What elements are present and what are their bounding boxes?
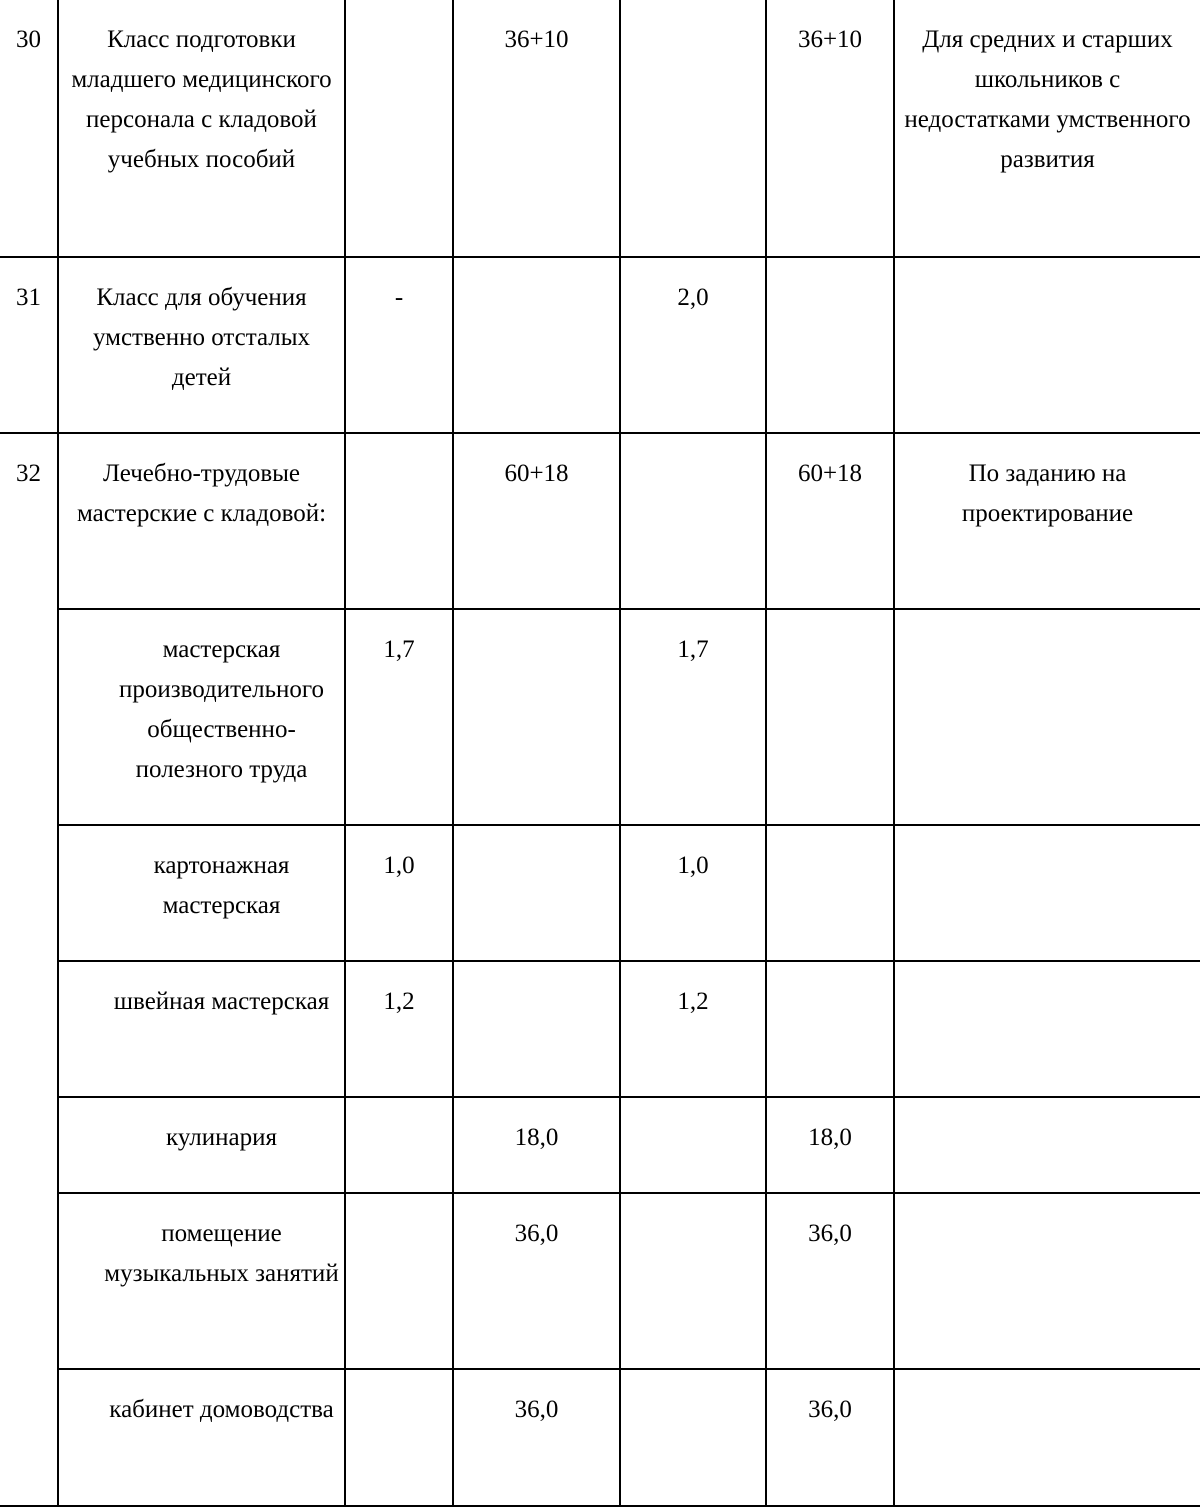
- value-col-2: [453, 961, 620, 1097]
- value-col-4: 36,0: [766, 1193, 894, 1369]
- value-col-3: 1,7: [620, 609, 766, 825]
- value-col-3: 1,2: [620, 961, 766, 1097]
- value-col-4: 36,0: [766, 1369, 894, 1506]
- value-col-3: [620, 433, 766, 609]
- note: [894, 1097, 1200, 1193]
- value-col-4: [766, 961, 894, 1097]
- room-name: помещение музыкальных занятий: [58, 1193, 345, 1369]
- table-row: [0, 609, 1200, 825]
- value-col-4: 60+18: [766, 433, 894, 609]
- table-row: [0, 257, 1200, 433]
- value-col-3: [620, 1369, 766, 1506]
- value-col-2: [453, 825, 620, 961]
- note: [894, 1369, 1200, 1506]
- value-col-2: [453, 609, 620, 825]
- value-col-1: 1,0: [345, 825, 453, 961]
- value-col-2: 18,0: [453, 1097, 620, 1193]
- value-col-2: 60+18: [453, 433, 620, 609]
- table-row: [0, 1369, 1200, 1506]
- value-col-2: [453, 257, 620, 433]
- room-name: кулинария: [58, 1097, 345, 1193]
- note: Для средних и старших школьников с недостатками умственного развития: [894, 0, 1200, 257]
- room-name: Класс подготовки младшего медицинского персонала с кладовой учебных пособий: [58, 0, 345, 257]
- note: По заданию на проектирование: [894, 433, 1200, 609]
- value-col-3: [620, 1193, 766, 1369]
- note: [894, 825, 1200, 961]
- room-name: картонажная мастерская: [58, 825, 345, 961]
- value-col-1: -: [345, 257, 453, 433]
- value-col-1: [345, 0, 453, 257]
- value-col-2: 36+10: [453, 0, 620, 257]
- room-name: Класс для обучения умственно отсталых детей: [58, 257, 345, 433]
- room-name: кабинет домоводства: [58, 1369, 345, 1506]
- room-name: Лечебно-трудовые мастерские с кладовой:: [58, 433, 345, 609]
- table-row: [0, 433, 1200, 609]
- row-number: 32: [0, 433, 58, 1506]
- value-col-4: 36+10: [766, 0, 894, 257]
- row-number: 31: [0, 257, 58, 433]
- value-col-1: 1,2: [345, 961, 453, 1097]
- table-row: [0, 1097, 1200, 1193]
- table-row: [0, 961, 1200, 1097]
- value-col-1: [345, 1097, 453, 1193]
- value-col-1: [345, 433, 453, 609]
- value-col-4: 18,0: [766, 1097, 894, 1193]
- value-col-3: [620, 1097, 766, 1193]
- value-col-4: [766, 825, 894, 961]
- note: [894, 257, 1200, 433]
- row-number: 30: [0, 0, 58, 257]
- value-col-4: [766, 257, 894, 433]
- value-col-4: [766, 609, 894, 825]
- table-row: [0, 1193, 1200, 1369]
- note: [894, 1193, 1200, 1369]
- value-col-1: [345, 1369, 453, 1506]
- value-col-2: 36,0: [453, 1193, 620, 1369]
- value-col-3: [620, 0, 766, 257]
- table-row: [0, 0, 1200, 257]
- value-col-1: [345, 1193, 453, 1369]
- value-col-1: 1,7: [345, 609, 453, 825]
- value-col-3: 2,0: [620, 257, 766, 433]
- room-name: мастерская производительного общественно-полезного труда: [58, 609, 345, 825]
- value-col-2: 36,0: [453, 1369, 620, 1506]
- value-col-3: 1,0: [620, 825, 766, 961]
- room-name: швейная мастерская: [58, 961, 345, 1097]
- note: [894, 609, 1200, 825]
- table-row: [0, 825, 1200, 961]
- note: [894, 961, 1200, 1097]
